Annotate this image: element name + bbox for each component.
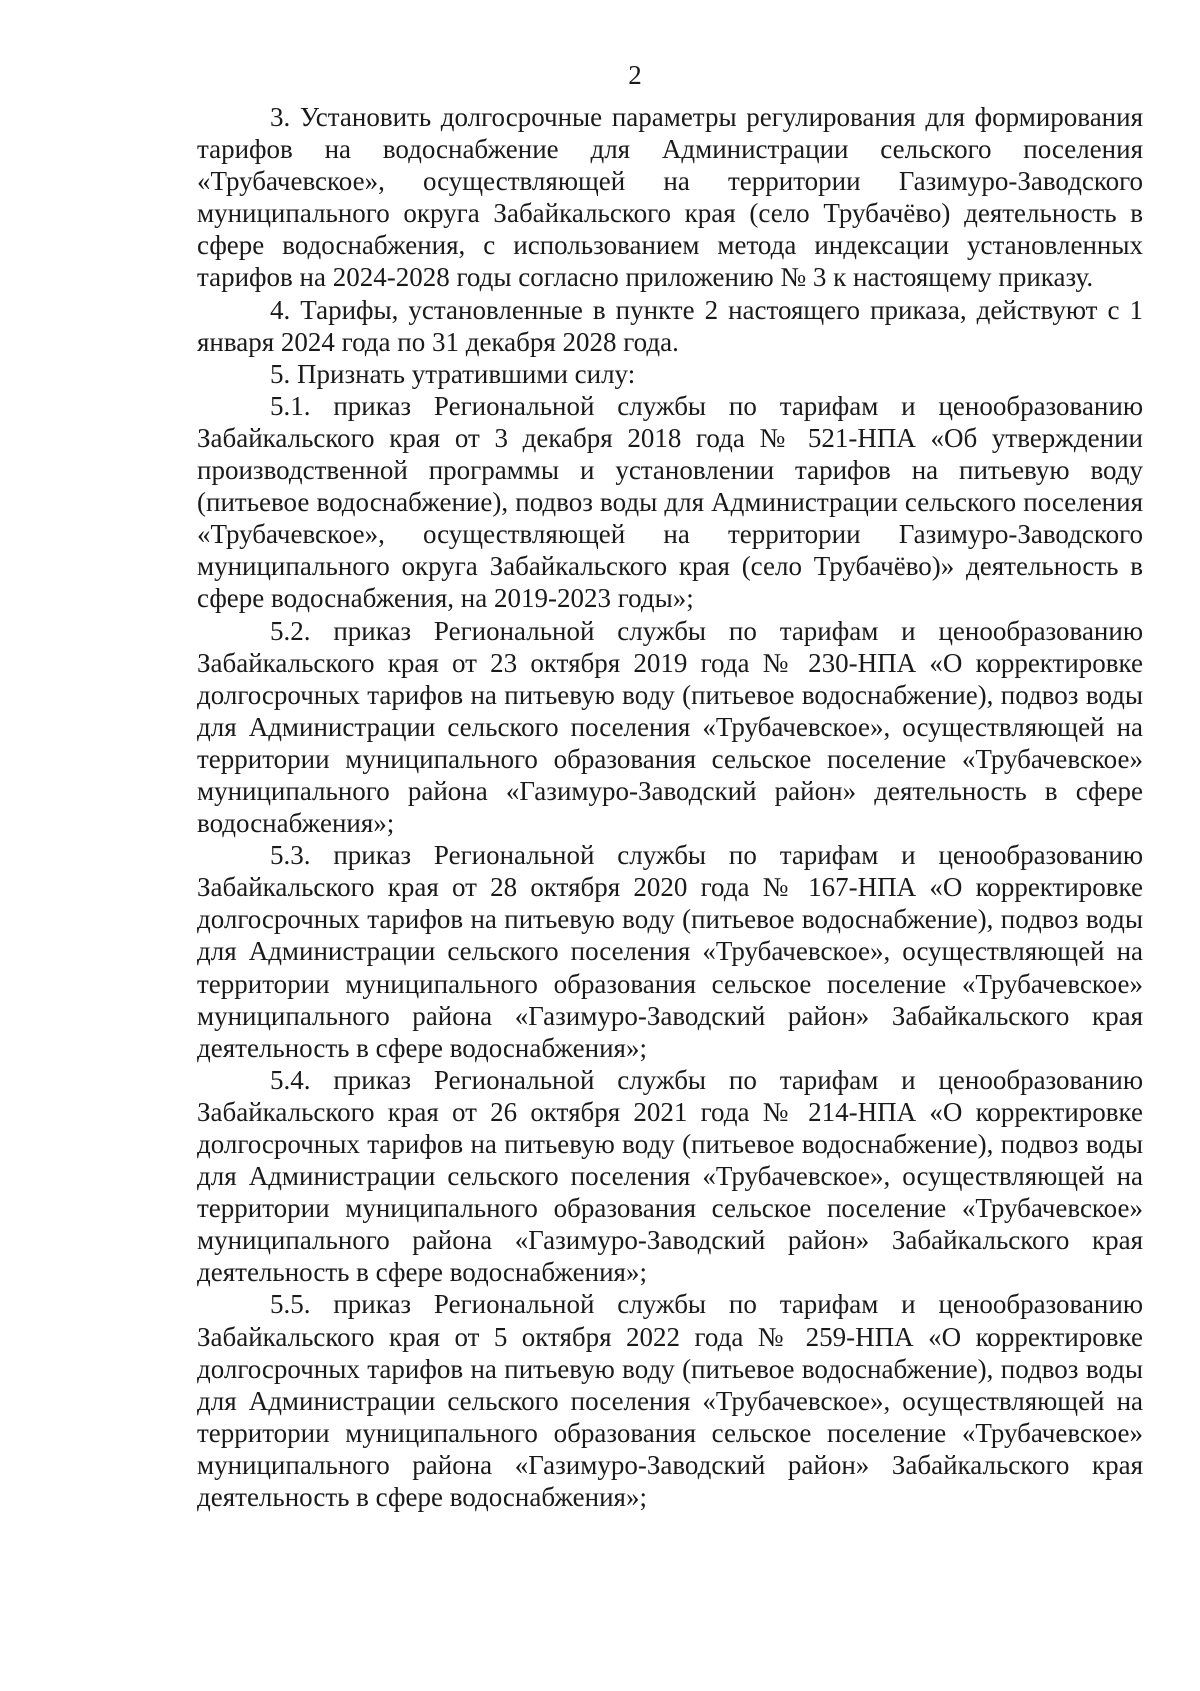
paragraph-item-4: 4. Тарифы, установленные в пункте 2 настоящего приказа, действуют с 1 января 2024 года по 31 декабря 2028 года. — [197, 294, 1143, 357]
paragraph-item-3: 3. Установить долгосрочные параметры регулирования для формирования тарифов на водоснабжение для Администрации сельского поселения «Трубачевское», осуществляющей на территории Газимуро-Заводского муниципального округа Забайкальского края (село Трубачёво) деятельность в сфере водоснабжения, с использованием метода индексации установленных тарифов на 2024-2028 годы согласно приложению № 3 к настоящему приказу. — [197, 102, 1143, 293]
document-body — [197, 101, 1143, 1513]
paragraph-item-5: 5. Признать утратившими силу: — [270, 358, 636, 389]
paragraph-item-5-1: 5.1. приказ Региональной службы по тарифам и ценообразованию Забайкальского края от 3 декабря 2018 года № 521-НПА «Об утверждении производственной программы и установлении тарифов на питьевую воду (питьевое водоснабжение), подвоз воды для Администрации сельского поселения «Трубачевское», осуществляющей на территории Газимуро-Заводского муниципального округа Забайкальского края (село Трубачёво)» деятельность в сфере водоснабжения, на 2019-2023 годы»; — [197, 390, 1143, 614]
paragraph-item-5-2: 5.2. приказ Региональной службы по тарифам и ценообразованию Забайкальского края от 23 октября 2019 года № 230-НПА «О корректировке долгосрочных тарифов на питьевую воду (питьевое водоснабжение), подвоз воды для Администрации сельского поселения «Трубачевское», осуществляющей на территории муниципального образования сельское поселение «Трубачевское» муниципального района «Газимуро-Заводский район» деятельность в сфере водоснабжения»; — [197, 615, 1143, 839]
paragraph-item-5-5: 5.5. приказ Региональной службы по тарифам и ценообразованию Забайкальского края от 5 октября 2022 года № 259-НПА «О корректировке долгосрочных тарифов на питьевую воду (питьевое водоснабжение), подвоз воды для Администрации сельского поселения «Трубачевское», осуществляющей на территории муниципального образования сельское поселение «Трубачевское» муниципального района «Газимуро-Заводский район» Забайкальского края деятельность в сфере водоснабжения»; — [197, 1289, 1143, 1513]
paragraph-item-5-3: 5.3. приказ Региональной службы по тарифам и ценообразованию Забайкальского края от 28 октября 2020 года № 167-НПА «О корректировке долгосрочных тарифов на питьевую воду (питьевое водоснабжение), подвоз воды для Администрации сельского поселения «Трубачевское», осуществляющей на территории муниципального образования сельское поселение «Трубачевское» муниципального района «Газимуро-Заводский район» Забайкальского края деятельность в сфере водоснабжения»; — [197, 840, 1143, 1063]
page-number: 2 — [628, 60, 642, 90]
paragraph-item-5-4: 5.4. приказ Региональной службы по тарифам и ценообразованию Забайкальского края от 26 октября 2021 года № 214-НПА «О корректировке долгосрочных тарифов на питьевую воду (питьевое водоснабжение), подвоз воды для Администрации сельского поселения «Трубачевское», осуществляющей на территории муниципального образования сельское поселение «Трубачевское» муниципального района «Газимуро-Заводский район» Забайкальского края деятельность в сфере водоснабжения»; — [197, 1064, 1143, 1288]
